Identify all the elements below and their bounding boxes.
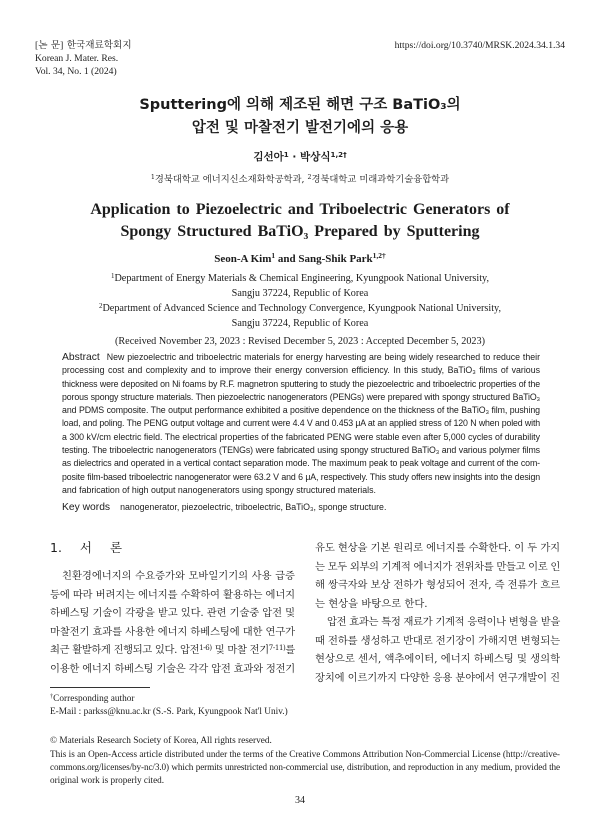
copyright-notice: © Materials Research Society of Korea, All rights reserved. (50, 736, 272, 746)
citation-ref: 1-6) (199, 643, 212, 652)
doi-link[interactable]: https://doi.org/10.3740/MRSK.2024.34.1.34 (394, 40, 565, 51)
email-affiliation: (S.-S. Park, Kyungpook Nat'l Univ.) (150, 707, 288, 717)
body-line: 해 쌍극자와 보상 전하가 형성되어 전자, 즉 전류가 흐르 (315, 579, 560, 591)
corresponding-author-label: Corresponding author (53, 694, 135, 704)
abstract-line: load, and poling. The PENG output voltage and current were 4.4 V and 0.453 μA at an applied stress of 120 N when poled with (62, 418, 540, 429)
affiliation-mark: 1 (283, 149, 289, 159)
affiliation-line (0, 301, 600, 316)
dagger-mark: † (50, 692, 54, 700)
affiliation-mark: 2 (307, 173, 312, 181)
journal-name-kr: [논 문] 한국재료학회지 (35, 40, 132, 51)
author-name: Seon-A Kim (214, 253, 272, 265)
submission-dates: (Received November 23, 2023 : Revised December 5, 2023 : Accepted December 5, 2023) (114, 336, 486, 347)
affiliation-text: Department of Advanced Science and Technology Convergence, Kyungpook National University, (102, 303, 502, 314)
email-link[interactable]: parkss@knu.ac.kr (83, 707, 151, 717)
affiliations-kr (0, 173, 600, 187)
license-line: This is an Open-Access article distributed under the terms of the Creative Commons Attribution Non-Commercial License (http://creative- (50, 749, 560, 759)
corresponding-author-note (50, 693, 288, 706)
body-line: 등에 따라 버려지는 에너지를 수확하여 활용하는 에너지 (50, 588, 295, 601)
body-line: 압전 효과는 특정 재료가 기계적 응력이나 변형을 받을 (327, 616, 560, 628)
affiliation-text: 경북대학교 에너지신소재화학공학과, (154, 174, 308, 185)
title-kr (0, 94, 600, 140)
title-kr-line: Sputtering에 의해 제조된 해면 구조 BaTiO₃의 (139, 97, 461, 113)
abstract-label: Abstract (62, 352, 100, 363)
authors-en (0, 252, 600, 267)
body-line: 현상으로 센서, 액추에이터, 에너지 하베스팅 및 생의학 (315, 653, 561, 665)
body-line: 때 전하를 생성하고 반대로 전기장이 가해지면 변형되는 (315, 634, 560, 647)
abstract-line: and PDMS composite. The output performance exhibited a positive dependence on the thickness of the BaTiO₃ film, pushing (62, 405, 540, 416)
body-line: 는 현상을 바탕으로 한다. (315, 597, 428, 610)
affiliation-line (0, 271, 600, 286)
affiliation-text: 경북대학교 미래과학기술융합학과 (311, 174, 450, 185)
body-text: 를 (285, 644, 295, 656)
abstract-line: and fabrication of high output nanogenerators using spongy structured materials. (62, 484, 376, 495)
body-text: 및 마찰 전기 (211, 644, 269, 656)
abstract-line: processing cost and complexity and to improve their energy conversion efficiency. In this study, BaTiO₃ films of various (62, 365, 540, 376)
body-column-left (50, 567, 295, 678)
body-line: 장치에 이르기까지 다양한 응용 분야에서 연구개발이 진 (315, 671, 560, 684)
keywords-label: Key words (62, 502, 111, 513)
section-heading: 1. 서 론 (50, 540, 123, 555)
license-line: original work is properly cited. (50, 775, 165, 785)
author-conjunction: and (275, 253, 299, 265)
affiliation-mark: 1,2† (330, 149, 347, 159)
affiliation-mark: 1 (271, 251, 276, 261)
journal-volume: Vol. 34, No. 1 (2024) (35, 66, 117, 77)
journal-name-en: Korean J. Mater. Res. (35, 53, 119, 64)
body-text: 최근 활발하게 진행되고 있다. 압전 (50, 644, 200, 656)
footnotes (50, 693, 288, 719)
author-name: 김선아 (253, 151, 284, 163)
affiliation-text: Department of Energy Materials & Chemical Engineering, Kyungpook National University, (114, 273, 490, 284)
journal-header (35, 39, 132, 78)
body-line: 이용한 에너지 하베스팅 기술은 각각 압전 효과와 정전기 (50, 662, 295, 675)
abstract-text: New piezoelectric and triboelectric materials for energy harvesting are being widely researched to reduce their (106, 352, 540, 362)
abstract-line (62, 351, 540, 364)
email-prefix: E-Mail : (50, 707, 84, 717)
title-en-line: Application to Piezoelectric and Triboelectric Generators of (90, 201, 510, 218)
body-line: 마찰전기 효과를 사용한 에너지 하베스팅에 대한 연구가 (50, 625, 295, 638)
abstract-line: porous spongy structure materials. Then piezoelectric nanogenerators (PENGs) were prepared with spongy structured BaTiO₃ (62, 391, 540, 402)
footnote-divider (50, 687, 150, 688)
body-line (50, 641, 295, 660)
affiliation-mark: 2 (98, 302, 103, 310)
affiliation-mark: 1 (150, 173, 155, 181)
author-name: 박상식 (300, 151, 331, 163)
citation-ref: 7-11) (268, 643, 286, 652)
affiliation-mark: 1,2† (372, 251, 386, 261)
keywords (62, 500, 540, 515)
author-name: Sang-Shik Park (298, 253, 373, 265)
body-column-right (315, 539, 560, 687)
title-kr-line: 압전 및 마찰전기 발전기에의 응용 (191, 120, 409, 136)
abstract (62, 351, 540, 497)
affiliation-mark: 1 (110, 272, 115, 280)
body-line: 는 모두 외부의 기계적 에너지가 전위차를 만들고 이로 인 (315, 560, 560, 573)
abstract-line: a 300 kV/cm electric field. The electrical properties of the fabricated PENG were stable even after 5,000 cycles of durability (62, 431, 540, 442)
license-notice (50, 748, 560, 787)
body-line: 하베스팅 기술이 각광을 받고 있다. 관련 기술중 압전 및 (50, 607, 295, 619)
email-note (50, 706, 288, 719)
abstract-line: posite film-based triboelectric nanogenerator were 63.2 V and 6 μA, respectively. This study offers new insights into the design (62, 471, 540, 482)
affiliations-en (0, 271, 600, 331)
abstract-line: as dielectrics and operated in a vertical contact separation mode. The maximum peak to peak voltage and current of the com- (62, 458, 540, 469)
license-line: commons.org/licenses/by-nc/3.0) which permits unrestricted non-commercial use, distribution, and reproduction in any medium, provided the (50, 762, 560, 772)
body-line: 유도 현상을 기본 원리로 에너지를 수확한다. 이 두 가지 (315, 542, 560, 554)
page-number: 34 (295, 795, 305, 806)
body-line: 친환경에너지의 수요증가와 모바일기기의 사용 급증 (62, 570, 295, 582)
title-en-line: Spongy Structured BaTiO₃ Prepared by Sputtering (120, 223, 480, 240)
affiliation-line: Sangju 37224, Republic of Korea (231, 288, 369, 299)
title-en (0, 199, 600, 243)
abstract-line: thickness were deposited on Ni foams by R.F. magnetron sputtering to study the piezoelectric and triboelectric properties of the (62, 378, 540, 389)
authors-kr (0, 150, 600, 165)
abstract-line: testing. The triboelectric nanogenerators (TENGs) were fabricated using spongy structured BaTiO₃ and various polymer films (62, 445, 540, 456)
affiliation-line: Sangju 37224, Republic of Korea (231, 318, 369, 329)
author-separator: · (288, 151, 301, 163)
keywords-text: nanogenerator, piezoelectric, triboelectric, BaTiO₃, sponge structure. (120, 502, 387, 512)
